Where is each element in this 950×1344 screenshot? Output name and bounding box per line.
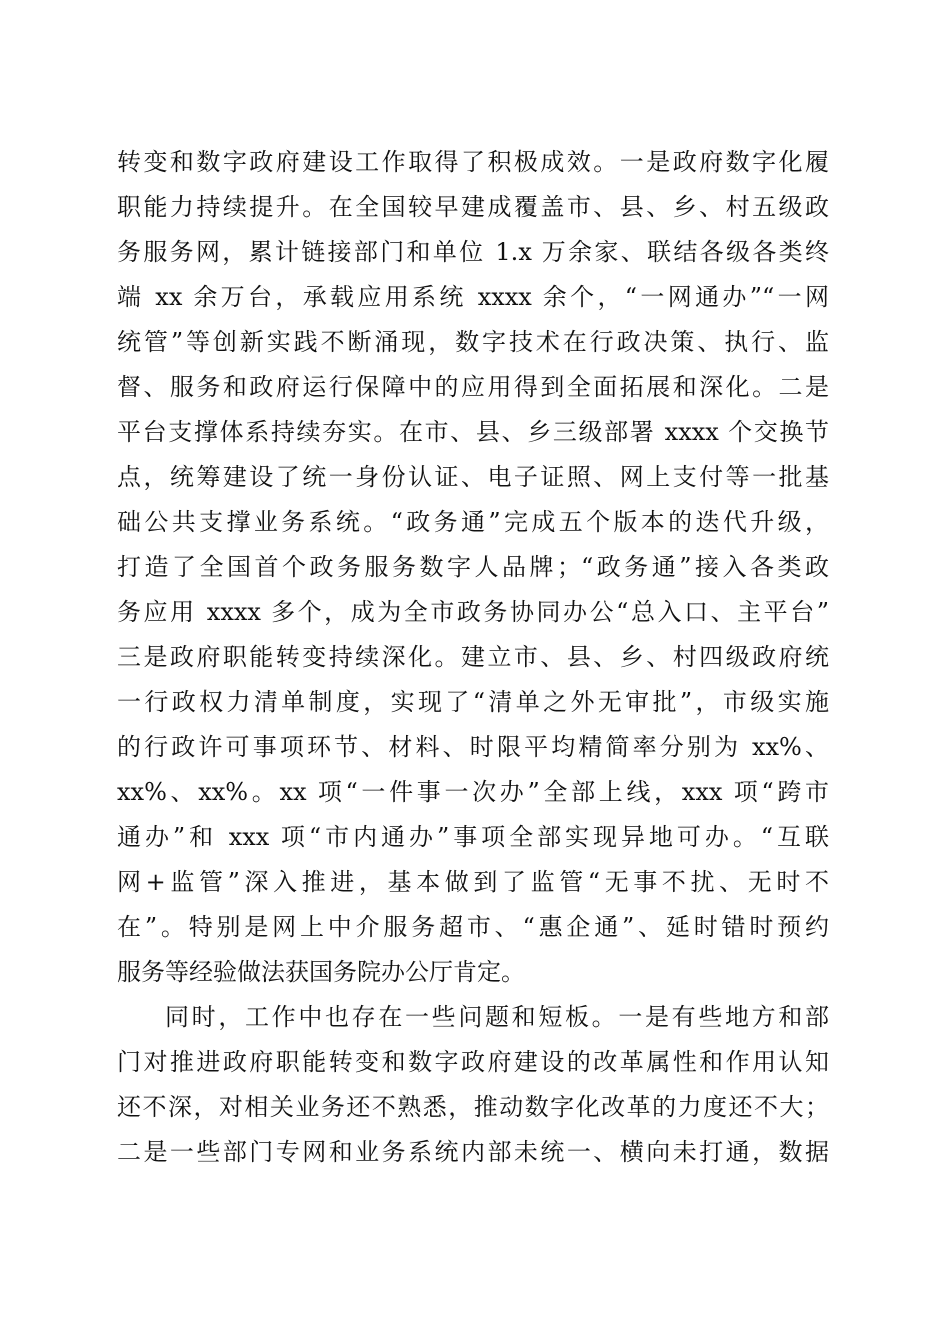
text-line: 平台支撑体系持续夯实。在市、县、乡三级部署 xxxx 个交换节 [117,418,829,446]
text-line: 统管”等创新实践不断涌现，数字技术在行政决策、执行、监 [117,328,829,356]
text-line: 转变和数字政府建设工作取得了积极成效。一是政府数字化履 [117,148,829,176]
text-line: 服务等经验做法获国务院办公厅肯定。 [117,958,525,986]
text-line: 督、服务和政府运行保障中的应用得到全面拓展和深化。二是 [117,373,829,401]
text-line: 在”。特别是网上中介服务超市、“惠企通”、延时错时预约 [117,913,829,941]
text-line: 职能力持续提升。在全国较早建成覆盖市、县、乡、村五级政 [117,193,829,221]
text-line: 同时，工作中也存在一些问题和短板。一是有些地方和部 [165,1003,829,1031]
text-line: 务服务网，累计链接部门和单位 1.x 万余家、联结各级各类终 [117,238,829,266]
text-line: 二是一些部门专网和业务系统内部未统一、横向未打通，数据 [117,1138,829,1166]
text-line: 端 xx 余万台，承载应用系统 xxxx 余个，“一网通办”“一网 [117,283,829,311]
text-line: 础公共支撑业务系统。“政务通”完成五个版本的迭代升级， [117,508,829,536]
text-line: 门对推进政府职能转变和数字政府建设的改革属性和作用认知 [117,1048,829,1076]
text-line: 务应用 xxxx 多个，成为全市政务协同办公“总入口、主平台” [117,598,829,626]
text-line: 一行政权力清单制度，实现了“清单之外无审批”，市级实施 [117,688,829,716]
text-line: 还不深，对相关业务还不熟悉，推动数字化改革的力度还不大； [117,1093,829,1121]
text-line: 三是政府职能转变持续深化。建立市、县、乡、村四级政府统 [117,643,829,671]
text-line: 打造了全国首个政务服务数字人品牌；“政务通”接入各类政 [117,553,829,581]
text-line: 网+监管”深入推进，基本做到了监管“无事不扰、无时不 [117,868,829,896]
text-line: 的行政许可事项环节、材料、时限平均精简率分别为 xx%、 [117,733,829,761]
paragraph-achievements [117,140,829,995]
text-line: xx%、xx%。xx 项“一件事一次办”全部上线，xxx 项“跨市 [117,778,829,806]
paragraph-problems [117,995,829,1175]
text-line: 点，统筹建设了统一身份认证、电子证照、网上支付等一批基 [117,463,829,491]
text-line: 通办”和 xxx 项“市内通办”事项全部实现异地可办。“互联 [117,823,829,851]
document-body [117,140,829,1175]
